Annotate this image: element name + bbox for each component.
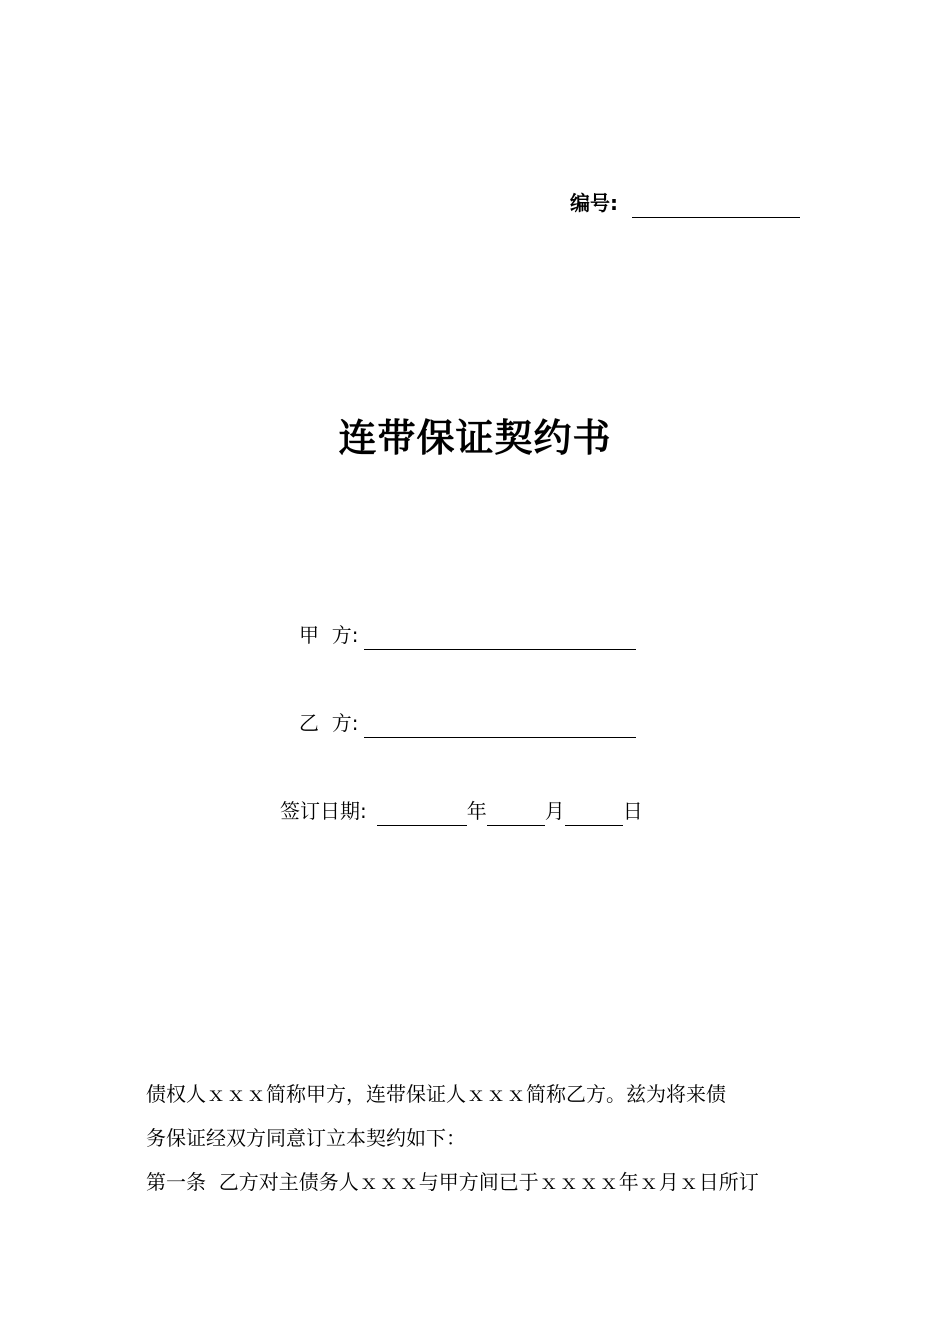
party-a-row <box>299 620 636 650</box>
party-b-blank <box>364 715 636 738</box>
sign-date-day-blank <box>565 803 623 826</box>
sign-date-day-label: 日 <box>622 799 643 823</box>
sign-date-label: 签订日期: <box>280 799 367 823</box>
serial-number-label: 编号: <box>570 191 618 215</box>
contract-body <box>146 1072 810 1204</box>
body-line-3: 第一条 乙方对主债务人ｘｘｘ与甲方间已于ｘｘｘｘ年ｘ月ｘ日所订 <box>146 1170 759 1194</box>
body-line-1: 债权人ｘｘｘ简称甲方，连带保证人ｘｘｘ简称乙方。兹为将来债 <box>146 1082 726 1106</box>
sign-date-row <box>280 796 643 826</box>
serial-number-blank <box>632 195 800 218</box>
sign-date-month-blank <box>487 803 545 826</box>
party-a-label: 甲 方: <box>299 623 359 647</box>
document-title: 连带保证契约书 <box>338 416 612 460</box>
sign-date-year-label: 年 <box>466 799 487 823</box>
party-b-label: 乙 方: <box>299 711 359 735</box>
serial-number-row <box>570 188 800 218</box>
sign-date-month-label: 月 <box>544 799 565 823</box>
party-b-row <box>299 708 636 738</box>
party-a-blank <box>364 627 636 650</box>
body-line-2: 务保证经双方同意订立本契约如下： <box>146 1126 466 1150</box>
sign-date-year-blank <box>377 803 467 826</box>
